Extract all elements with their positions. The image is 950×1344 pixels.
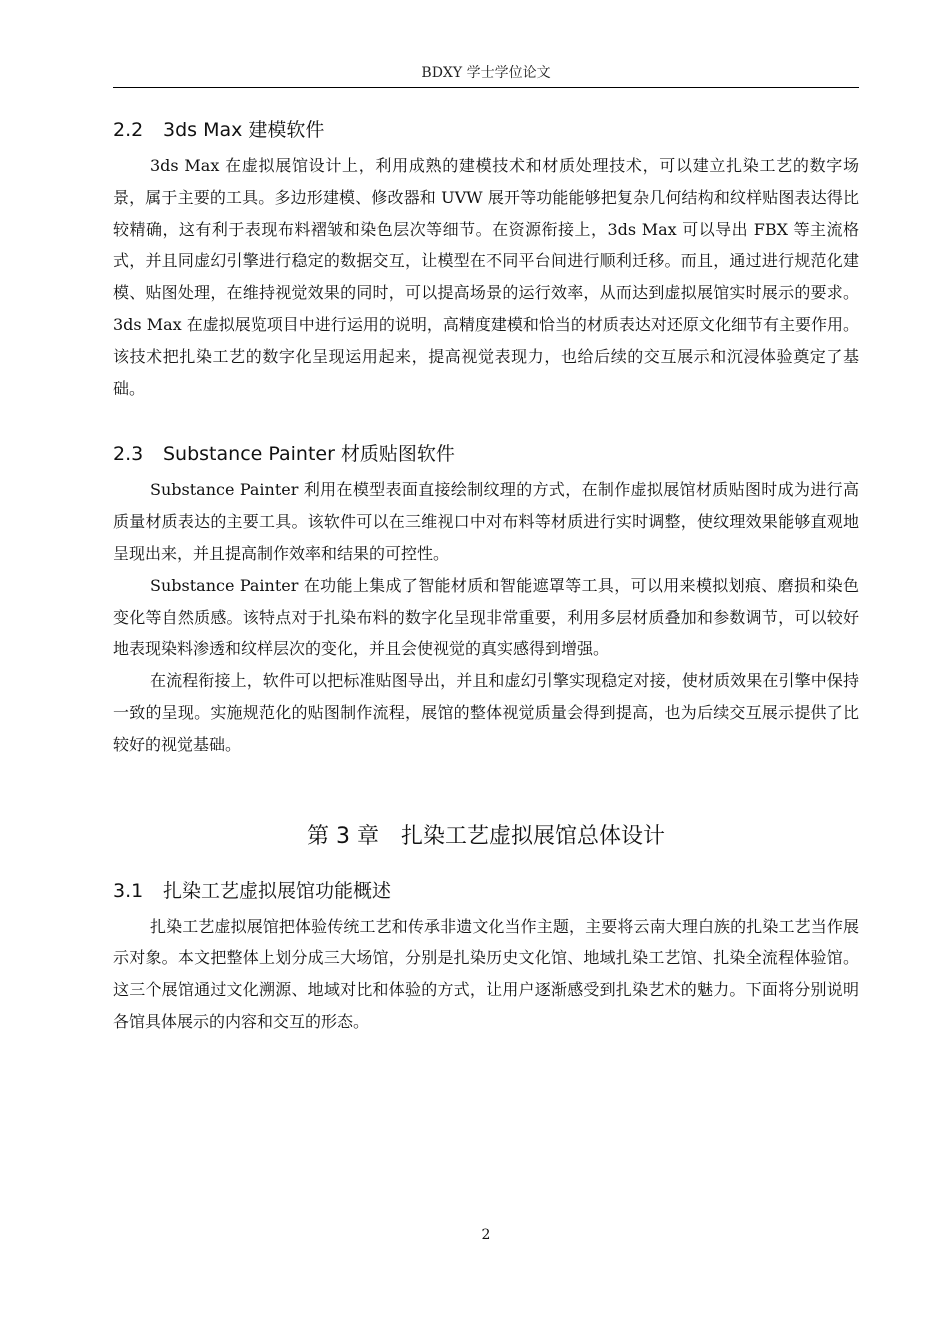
chapter-heading-3 (113, 819, 859, 855)
spacer (113, 761, 859, 819)
section-title: 扎染工艺虚拟展馆功能概述 (163, 879, 392, 902)
body-paragraph: Substance Painter 利用在模型表面直接绘制纹理的方式，在制作虚拟展馆材质贴图时成为进行高质量材质表达的主要工具。该软件可以在三维视口中对布料等材质进行实时调整，使纹理效果能够直观地呈现出来，并且提高制作效率和结果的可控性。 (113, 480, 859, 563)
body-paragraph: 扎染工艺虚拟展馆把体验传统工艺和传承非遗文化当作主题，主要将云南大理白族的扎染工艺当作展示对象。本文把整体上划分成三大场馆，分别是扎染历史文化馆、地域扎染工艺馆、扎染全流程体验馆。这三个展馆通过文化溯源、地域对比和体验的方式，让用户逐渐感受到扎染艺术的魅力。下面将分别说明各馆具体展示的内容和交互的形态。 (113, 916, 859, 1031)
page-number: 2 (481, 1227, 491, 1243)
section-title: 3ds Max 建模软件 (163, 119, 325, 141)
section-number: 2.2 (113, 119, 144, 141)
section-heading-2-2 (113, 114, 859, 146)
header-rule (113, 87, 859, 88)
section-number: 2.3 (113, 443, 144, 466)
section-title: Substance Painter 材质贴图软件 (163, 443, 455, 466)
section-heading-2-3 (113, 438, 859, 470)
chapter-number: 第 3 章 (307, 823, 379, 849)
section-number: 3.1 (113, 879, 144, 902)
body-paragraph: 3ds Max 在虚拟展馆设计上，利用成熟的建模技术和材质处理技术，可以建立扎染工艺的数字场景，属于主要的工具。多边形建模、修改器和 UVW 展开等功能能够把复杂几何结构和纹样贴图表达得比较精确，这有利于表现布料褶皱和染色层次等细节。在资源衔接上，3ds Max 可以导出 FBX 等主流格式，并且同虚幻引擎进行稳定的数据交互，让模型在不同平台间进行顺利迁移。而且，通过进行规范化建模、贴图处理，在维持视觉效果的同时，可以提高场景的运行效率，从而达到虚拟展馆实时展示的要求。3ds Max 在虚拟展览项目中进行运用的说明，高精度建模和恰当的材质表达对还原文化细节有主要作用。该技术把扎染工艺的数字化呈现运用起来，提高视觉表现力，也给后续的交互展示和沉浸体验奠定了基础。 (113, 156, 859, 398)
body-paragraph: 在流程衔接上，软件可以把标准贴图导出，并且和虚幻引擎实现稳定对接，使材质效果在引擎中保持一致的呈现。实施规范化的贴图制作流程，展馆的整体视觉质量会得到提高，也为后续交互展示提供了比较好的视觉基础。 (113, 671, 859, 754)
section-heading-3-1 (113, 875, 859, 907)
page-body (113, 114, 859, 1038)
spacer (113, 404, 859, 438)
chapter-title: 扎染工艺虚拟展馆总体设计 (400, 823, 665, 849)
body-paragraph: Substance Painter 在功能上集成了智能材质和智能遮罩等工具，可以用来模拟划痕、磨损和染色变化等自然质感。该特点对于扎染布料的数字化呈现非常重要，利用多层材质叠加和参数调节，可以较好地表现染料渗透和纹样层次的变化，并且会使视觉的真实感得到增强。 (113, 575, 859, 659)
running-header: BDXY 学士学位论文 (421, 65, 551, 81)
